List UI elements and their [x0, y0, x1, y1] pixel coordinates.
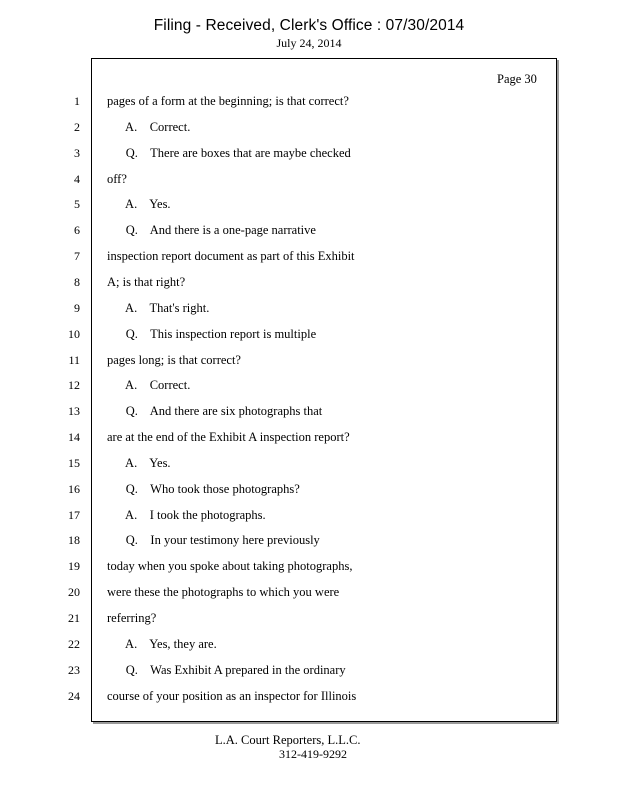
- line-number: 12: [68, 378, 80, 392]
- line-text: A. Yes.: [107, 456, 171, 470]
- line-text: A; is that right?: [107, 275, 186, 289]
- line-text: Q. Was Exhibit A prepared in the ordinary: [107, 663, 346, 677]
- footer-company: L.A. Court Reporters, L.L.C.: [215, 733, 361, 747]
- line-number: 5: [74, 197, 80, 211]
- page-number: Page 30: [497, 72, 537, 86]
- line-number: 24: [68, 689, 80, 703]
- line-text: off?: [107, 172, 127, 186]
- line-number: 19: [68, 559, 80, 573]
- line-text: Q. In your testimony here previously: [107, 533, 320, 547]
- filing-stamp: Filing - Received, Clerk's Office : 07/30/2014: [153, 17, 465, 34]
- line-number: 13: [68, 404, 80, 418]
- line-text: A. Yes, they are.: [107, 637, 217, 651]
- line-number: 15: [68, 456, 80, 470]
- line-text: referring?: [107, 611, 157, 625]
- line-number: 8: [74, 275, 80, 289]
- line-text: A. Correct.: [107, 378, 191, 392]
- line-number: 18: [68, 533, 80, 547]
- footer-phone: 312-419-9292: [279, 747, 347, 761]
- line-number: 6: [74, 223, 80, 237]
- line-text: are at the end of the Exhibit A inspection report?: [107, 430, 350, 444]
- line-text: Q. There are boxes that are maybe checked: [107, 146, 351, 160]
- transcript-date: July 24, 2014: [276, 36, 342, 50]
- line-number: 16: [68, 482, 80, 496]
- line-number: 10: [68, 327, 80, 341]
- line-text: A. I took the photographs.: [107, 508, 266, 522]
- line-number: 4: [74, 172, 80, 186]
- line-number: 17: [68, 508, 80, 522]
- line-number: 3: [74, 146, 80, 160]
- line-number: 22: [68, 637, 80, 651]
- line-text: inspection report document as part of this Exhibit: [107, 249, 355, 263]
- line-text: today when you spoke about taking photographs,: [107, 559, 353, 573]
- line-text: Q. This inspection report is multiple: [107, 327, 317, 341]
- line-text: A. That's right.: [107, 301, 210, 315]
- line-text: A. Yes.: [107, 197, 171, 211]
- line-text: Q. And there are six photographs that: [107, 404, 323, 418]
- line-number: 14: [68, 430, 80, 444]
- line-number: 23: [68, 663, 80, 677]
- line-text: Q. And there is a one-page narrative: [107, 223, 316, 237]
- line-number: 1: [74, 94, 80, 108]
- line-number: 9: [74, 301, 80, 315]
- line-number: 11: [68, 353, 80, 367]
- line-text: pages long; is that correct?: [107, 353, 241, 367]
- line-text: were these the photographs to which you were: [107, 585, 340, 599]
- line-number: 20: [68, 585, 80, 599]
- line-number: 2: [74, 120, 80, 134]
- line-number: 21: [68, 611, 80, 625]
- line-text: course of your position as an inspector for Illinois: [107, 689, 357, 703]
- line-number: 7: [74, 249, 80, 263]
- line-text: A. Correct.: [107, 120, 191, 134]
- line-text: Q. Who took those photographs?: [107, 482, 300, 496]
- line-text: pages of a form at the beginning; is that correct?: [107, 94, 349, 108]
